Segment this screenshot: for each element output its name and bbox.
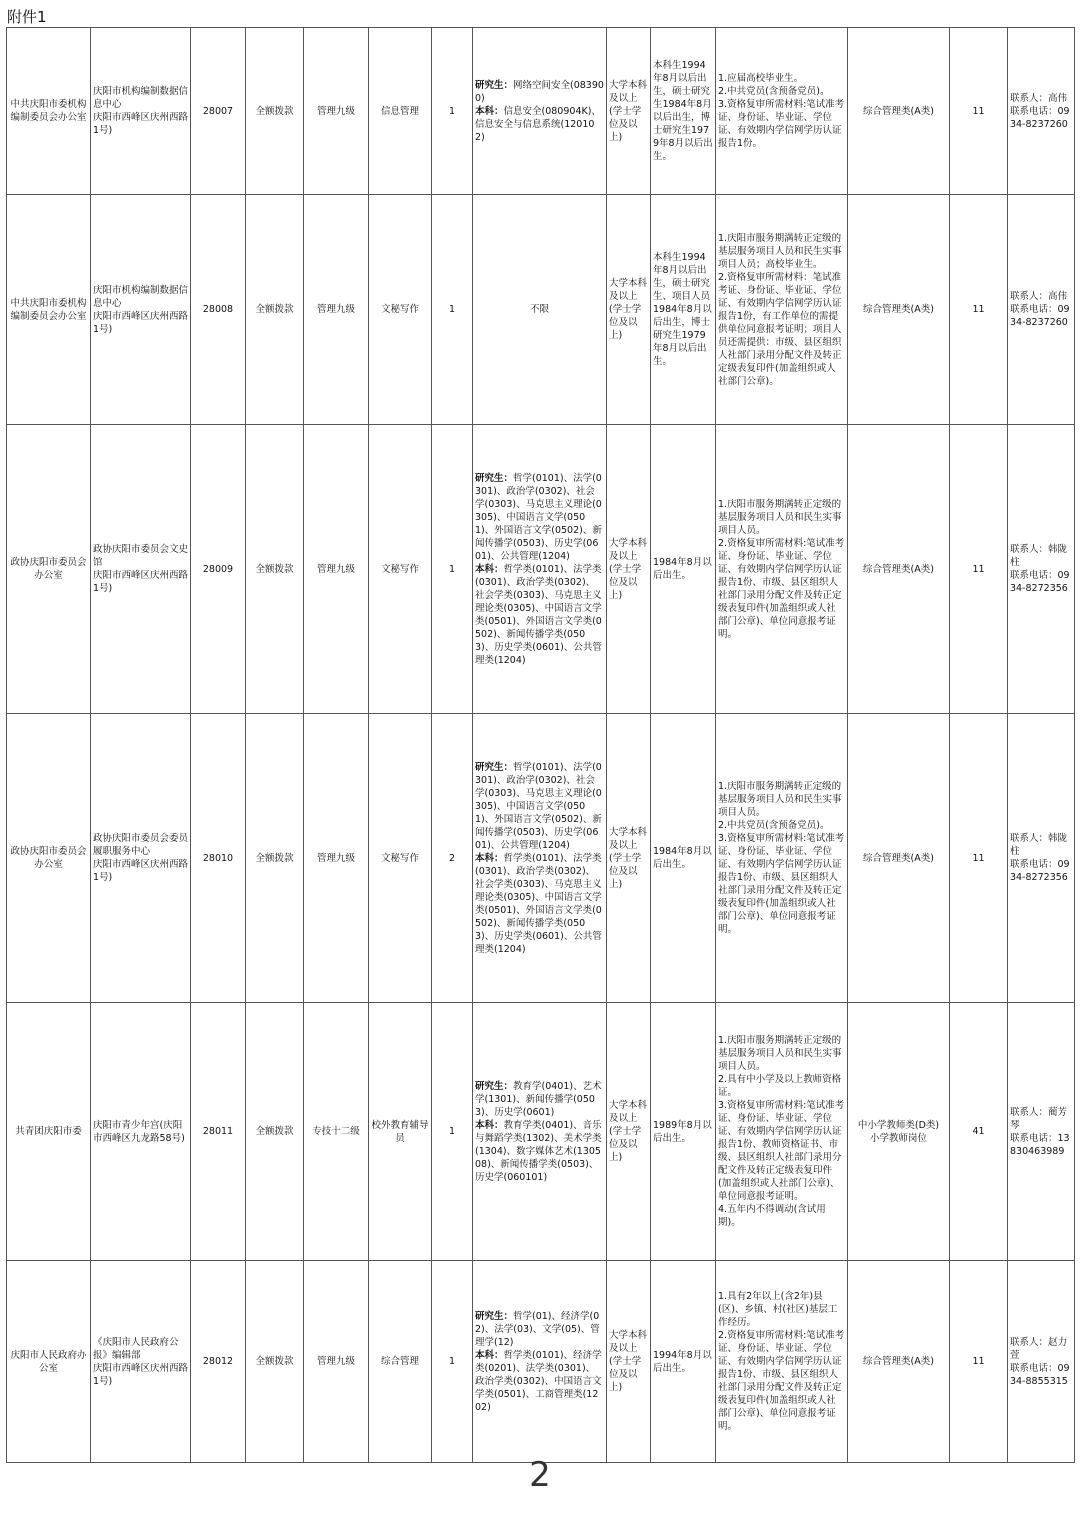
position-name-cell: 校外教育辅导员 bbox=[369, 1003, 432, 1261]
table-row bbox=[7, 425, 1075, 714]
conditions-cell: 1.庆阳市服务期满转正定级的基层服务项目人员和民生实事项目人员。 2.中共党员(含预备党员)。 3.资格复审所需材料:笔试准考证、身份证、毕业证、学位证、有效期内学信网学历认证报告1份、市级、县区组织人社部门录用分配文件及转正定级表复印件(加盖组织或人社部门公章)、单位同意报考证明。 bbox=[716, 714, 848, 1003]
unit-cell: 政协庆阳市委员会委员履职服务中心 庆阳市西峰区庆州西路1号) bbox=[91, 714, 191, 1003]
count-cell: 1 bbox=[432, 1003, 473, 1261]
funding-cell: 全额拨款 bbox=[246, 425, 304, 714]
exam-category-cell: 中小学教师类(D类) 小学教师岗位 bbox=[848, 1003, 950, 1261]
major-cell bbox=[473, 1003, 607, 1261]
unit-cell: 庆阳市青少年宫(庆阳市西峰区九龙路58号) bbox=[91, 1003, 191, 1261]
major-label: 研究生： bbox=[475, 79, 514, 91]
page-title: 附件1 bbox=[7, 8, 47, 26]
major-text: 教育学类(0401)、音乐与舞蹈学类(1302)、美术学类(1304)、数字媒体艺术(130508)、新闻传播学类(0503)、历史学(060101) bbox=[475, 1119, 602, 1183]
major-cell bbox=[473, 28, 607, 195]
conditions-cell: 1.庆阳市服务期满转正定级的基层服务项目人员和民生实事项目人员；高校毕业生。 2.资格复审所需材料：笔试准考证、身份证、毕业证、学位证、有效期内学信网学历认证报告1份，有工作单位的需提供单位同意报考证明；项目人员还需提供：市级、县区组织人社部门录用分配文件及转正定级表复印件(加盖组织或人社部门公章)。 bbox=[716, 195, 848, 425]
age-cell: 1984年8月以后出生。 bbox=[651, 425, 716, 714]
unit-cell: 政协庆阳市委员会文史馆 庆阳市西峰区庆州西路1号) bbox=[91, 425, 191, 714]
department-cell: 共青团庆阳市委 bbox=[7, 1003, 91, 1261]
contact-cell: 联系人：高伟 联系电话：0934-8237260 bbox=[1008, 195, 1075, 425]
major-text: 哲学(0101)、法学(0301)、政治学(0302)、社会学(0303)、马克思主义理论(0305)、中国语言文学(0501)、外国语言文学(0502)、新闻传播学(0503)、历史学(0601)、公共管理(1204) bbox=[475, 472, 602, 562]
position-code-cell: 28009 bbox=[191, 425, 246, 714]
exam-code-cell: 11 bbox=[950, 28, 1008, 195]
table-row bbox=[7, 1003, 1075, 1261]
contact-cell: 联系人：高伟 联系电话：0934-8237260 bbox=[1008, 28, 1075, 195]
major-text: 哲学类(0101)、法学类(0301)、政治学类(0302)、社会学类(0303)、马克思主义理论类(0305)、中国语言文学类(0501)、外国语言文学类(0502)、新闻传播学类(0503)、历史学类(0601)、公共管理类(1204) bbox=[475, 563, 602, 666]
unit-cell: 庆阳市机构编制数据信息中心 庆阳市西峰区庆州西路1号) bbox=[91, 28, 191, 195]
page-number: 2 bbox=[529, 1455, 551, 1495]
major-label: 研究生： bbox=[475, 472, 514, 484]
conditions-cell: 1.庆阳市服务期满转正定级的基层服务项目人员和民生实事项目人员。 2.具有中小学及以上教师资格证。 3.资格复审所需材料:笔试准考证、身份证、毕业证、学位证、有效期内学信网学历认证报告1份、教师资格证书、市级、县区组织人社部门录用分配文件及转正定级表复印件(加盖组织或人社部门公章)、单位同意报考证明。 4.五年内不得调动(含试用期)。 bbox=[716, 1003, 848, 1261]
position-code-cell: 28007 bbox=[191, 28, 246, 195]
table-row bbox=[7, 195, 1075, 425]
exam-code-cell: 11 bbox=[950, 714, 1008, 1003]
education-cell: 大学本科及以上(学士学位及以上) bbox=[607, 425, 651, 714]
education-cell: 大学本科及以上(学士学位及以上) bbox=[607, 1261, 651, 1463]
table-row bbox=[7, 28, 1075, 195]
age-cell: 1984年8月以后出生。 bbox=[651, 714, 716, 1003]
major-label: 研究生： bbox=[475, 761, 514, 773]
major-text: 网络空间安全(083900) bbox=[475, 79, 604, 104]
major-text: 哲学(0101)、法学(0301)、政治学(0302)、社会学(0303)、马克思主义理论(0305)、中国语言文学(0501)、外国语言文学(0502)、新闻传播学(0503)、历史学(0601)、公共管理(1204) bbox=[475, 761, 602, 851]
age-cell: 本科生1994年8月以后出生，硕士研究生1984年8月以后出生，博士研究生1979年8月以后出生。 bbox=[651, 28, 716, 195]
education-cell: 大学本科及以上(学士学位及以上) bbox=[607, 195, 651, 425]
exam-category-cell: 综合管理类(A类) bbox=[848, 425, 950, 714]
count-cell: 1 bbox=[432, 425, 473, 714]
age-cell: 1989年8月以后出生。 bbox=[651, 1003, 716, 1261]
department-cell: 政协庆阳市委员会办公室 bbox=[7, 714, 91, 1003]
education-cell: 大学本科及以上(学士学位及以上) bbox=[607, 714, 651, 1003]
major-text: 哲学类(0101)、经济学类(0201)、法学类(0301)、政治学类(0302)、中国语言文学类(0501)、工商管理类(1202) bbox=[475, 1349, 602, 1413]
level-cell: 专技十二级 bbox=[304, 1003, 369, 1261]
position-name-cell: 综合管理 bbox=[369, 1261, 432, 1463]
major-label: 本科： bbox=[475, 1119, 504, 1131]
position-code-cell: 28008 bbox=[191, 195, 246, 425]
major-cell: 不限 bbox=[473, 195, 607, 425]
major-cell bbox=[473, 1261, 607, 1463]
department-cell: 中共庆阳市委机构编制委员会办公室 bbox=[7, 28, 91, 195]
major-label: 研究生： bbox=[475, 1080, 514, 1092]
major-label: 本科： bbox=[475, 563, 504, 575]
major-label: 本科： bbox=[475, 105, 504, 117]
major-label: 本科： bbox=[475, 852, 504, 864]
exam-category-cell: 综合管理类(A类) bbox=[848, 1261, 950, 1463]
conditions-cell: 1.庆阳市服务期满转正定级的基层服务项目人员和民生实事项目人员。 2.资格复审所需材料:笔试准考证、身份证、毕业证、学位证、有效期内学信网学历认证报告1份、市级、县区组织人社部门录用分配文件及转正定级表复印件(加盖组织或人社部门公章)、单位同意报考证明。 bbox=[716, 425, 848, 714]
unit-cell: 庆阳市机构编制数据信息中心 庆阳市西峰区庆州西路1号) bbox=[91, 195, 191, 425]
position-name-cell: 文秘写作 bbox=[369, 714, 432, 1003]
table-row bbox=[7, 714, 1075, 1003]
exam-code-cell: 11 bbox=[950, 425, 1008, 714]
funding-cell: 全额拨款 bbox=[246, 28, 304, 195]
major-label: 研究生： bbox=[475, 1310, 514, 1322]
department-cell: 中共庆阳市委机构编制委员会办公室 bbox=[7, 195, 91, 425]
education-cell: 大学本科及以上(学士学位及以上) bbox=[607, 1003, 651, 1261]
funding-cell: 全额拨款 bbox=[246, 1261, 304, 1463]
position-name-cell: 文秘写作 bbox=[369, 195, 432, 425]
age-cell: 本科生1994年8月以后出生，硕士研究生、项目人员1984年8月以后出生，博士研究生1979年8月以后出生。 bbox=[651, 195, 716, 425]
major-text: 教育学(0401)、艺术学(1301)、新闻传播学(0503)、历史学(0601) bbox=[475, 1080, 602, 1118]
exam-category-cell: 综合管理类(A类) bbox=[848, 28, 950, 195]
unit-cell: 《庆阳市人民政府公报》编辑部 庆阳市西峰区庆州西路1号) bbox=[91, 1261, 191, 1463]
department-cell: 庆阳市人民政府办公室 bbox=[7, 1261, 91, 1463]
position-name-cell: 信息管理 bbox=[369, 28, 432, 195]
major-text: 信息安全(080904K)、信息安全与信息系统(120102) bbox=[475, 105, 601, 143]
major-text: 哲学类(0101)、法学类(0301)、政治学类(0302)、社会学类(0303)、马克思主义理论类(0305)、中国语言文学类(0501)、外国语言文学类(0502)、新闻传播学类(0503)、历史学类(0601)、公共管理类(1204) bbox=[475, 852, 602, 955]
major-cell bbox=[473, 425, 607, 714]
exam-category-cell: 综合管理类(A类) bbox=[848, 195, 950, 425]
position-code-cell: 28010 bbox=[191, 714, 246, 1003]
funding-cell: 全额拨款 bbox=[246, 1003, 304, 1261]
position-code-cell: 28011 bbox=[191, 1003, 246, 1261]
exam-code-cell: 11 bbox=[950, 1261, 1008, 1463]
count-cell: 1 bbox=[432, 28, 473, 195]
count-cell: 1 bbox=[432, 195, 473, 425]
education-cell: 大学本科及以上(学士学位及以上) bbox=[607, 28, 651, 195]
level-cell: 管理九级 bbox=[304, 1261, 369, 1463]
exam-code-cell: 41 bbox=[950, 1003, 1008, 1261]
conditions-cell: 1.具有2年以上(含2年)县(区)、乡镇、村(社区)基层工作经历。 2.资格复审所需材料:笔试准考证、身份证、毕业证、学位证、有效期内学信网学历认证报告1份、市级、县区组织人社部门录用分配文件及转正定级表复印件(加盖组织或人社部门公章)、单位同意报考证明。 bbox=[716, 1261, 848, 1463]
major-cell bbox=[473, 714, 607, 1003]
level-cell: 管理九级 bbox=[304, 425, 369, 714]
major-text: 哲学(01)、经济学(02)、法学(03)、文学(05)、管理学(12) bbox=[475, 1310, 600, 1348]
table-row bbox=[7, 1261, 1075, 1463]
count-cell: 1 bbox=[432, 1261, 473, 1463]
contact-cell: 联系人：赵力萱 联系电话：0934-8855315 bbox=[1008, 1261, 1075, 1463]
exam-category-cell: 综合管理类(A类) bbox=[848, 714, 950, 1003]
position-code-cell: 28012 bbox=[191, 1261, 246, 1463]
major-label: 本科： bbox=[475, 1349, 504, 1361]
age-cell: 1994年8月以后出生。 bbox=[651, 1261, 716, 1463]
contact-cell: 联系人：韩陇柱 联系电话：0934-8272356 bbox=[1008, 425, 1075, 714]
conditions-cell: 1.应届高校毕业生。 2.中共党员(含预备党员)。 3.资格复审所需材料:笔试准考证、身份证、毕业证、学位证、有效期内学信网学历认证报告1份。 bbox=[716, 28, 848, 195]
contact-cell: 联系人：韩陇柱 联系电话：0934-8272356 bbox=[1008, 714, 1075, 1003]
level-cell: 管理九级 bbox=[304, 28, 369, 195]
contact-cell: 联系人：蔺芳琴 联系电话：13830463989 bbox=[1008, 1003, 1075, 1261]
funding-cell: 全额拨款 bbox=[246, 195, 304, 425]
funding-cell: 全额拨款 bbox=[246, 714, 304, 1003]
recruitment-table bbox=[6, 27, 1075, 1463]
level-cell: 管理九级 bbox=[304, 714, 369, 1003]
position-name-cell: 文秘写作 bbox=[369, 425, 432, 714]
level-cell: 管理九级 bbox=[304, 195, 369, 425]
exam-code-cell: 11 bbox=[950, 195, 1008, 425]
count-cell: 2 bbox=[432, 714, 473, 1003]
department-cell: 政协庆阳市委员会办公室 bbox=[7, 425, 91, 714]
